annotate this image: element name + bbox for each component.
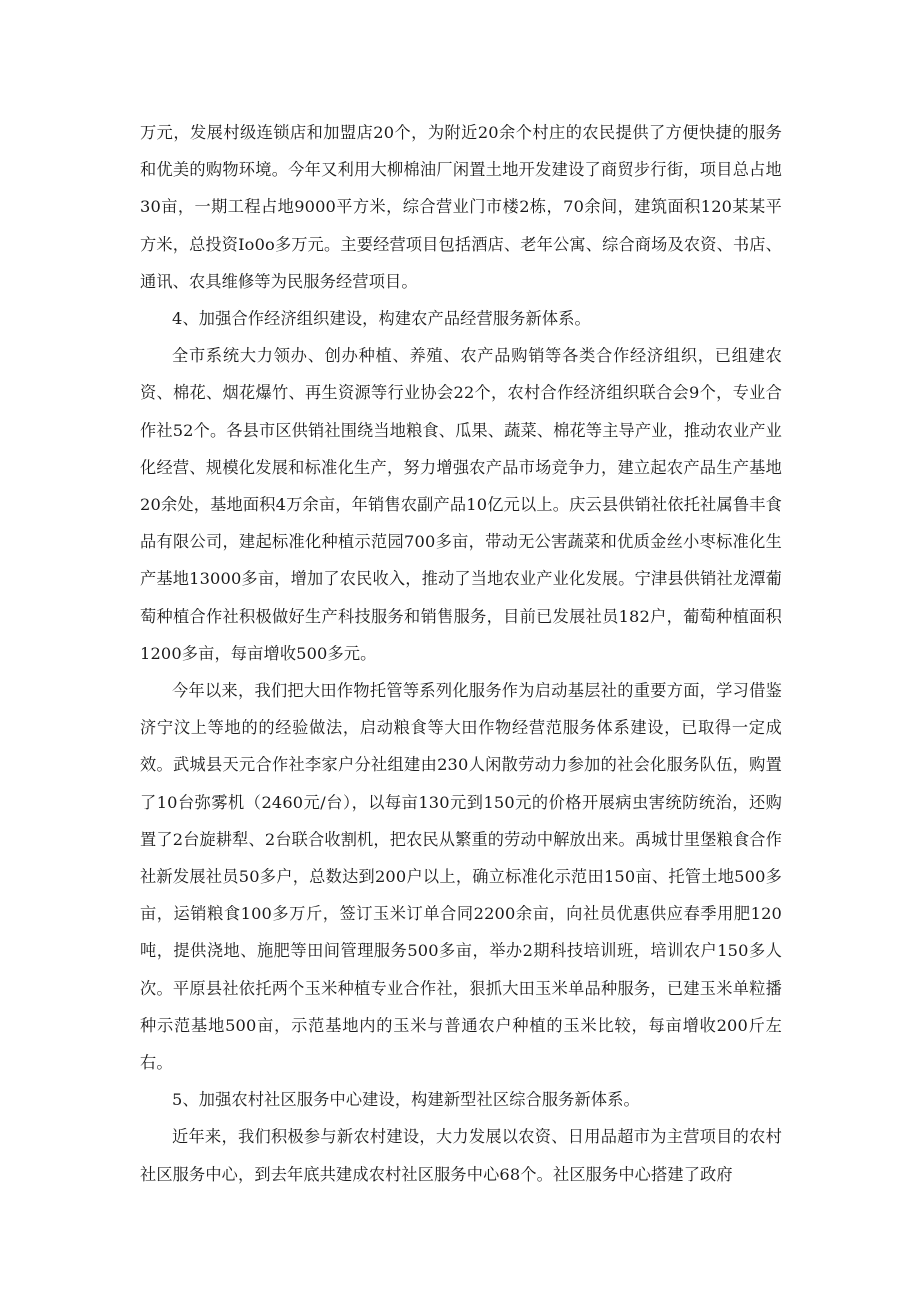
document-page xyxy=(140,114,782,1193)
paragraph-field-crop-services: 今年以来，我们把大田作物托管等系列化服务作为启动基层社的重要方面，学习借鉴济宁汶上等地的的经验做法，启动粮食等大田作物经营范服务体系建设，已取得一定成效。武城县天元合作社李家户分社组建由230人闲散劳动力参加的社会化服务队伍，购置了10台弥雾机（2460元/台），以每亩130元到150元的价格开展病虫害统防统治，还购置了2台旋耕犁、2台联合收割机，把农民从繁重的劳动中解放出来。禹城廿里堡粮食合作社新发展社员50多户，总数达到200户以上，确立标准化示范田150亩、托管土地500多亩，运销粮食100多万斤，签订玉米订单合同2200余亩，向社员优惠供应春季用肥120吨，提供浇地、施肥等田间管理服务500多亩，举办2期科技培训班，培训农户150多人次。平原县社依托两个玉米种植专业合作社，狠抓大田玉米单品种服务，已建玉米单粒播种示范基地500亩，示范基地内的玉米与普通农户种植的玉米比较，每亩增收200斤左右。 xyxy=(140,681,782,1073)
paragraph-intro-continuation: 万元，发展村级连锁店和加盟店20个，为附近20余个村庄的农民提供了方便快捷的服务和优美的购物环境。今年又利用大柳棉油厂闲置土地开发建设了商贸步行街，项目总占地30亩，一期工程占地9000平方米，综合营业门市楼2栋，70余间，建筑面积120某某平方米，总投资Io0o多万元。主要经营项目包括酒店、老年公寓、综合商场及农资、书店、通讯、农具维修等为民服务经营项目。 xyxy=(140,123,782,291)
section-heading-5: 5、加强农村社区服务中心建设，构建新型社区综合服务新体系。 xyxy=(172,1090,640,1110)
paragraph-cooperative-organizations: 全市系统大力领办、创办种植、养殖、农产品购销等各类合作经济组织，已组建农资、棉花、烟花爆竹、再生资源等行业协会22个，农村合作经济组织联合会9个，专业合作社52个。各县市区供销社围绕当地粮食、瓜果、蔬菜、棉花等主导产业，推动农业产业化经营、规模化发展和标准化生产，努力增强农产品市场竞争力，建立起农产品生产基地20余处，基地面积4万余亩，年销售农副产品10亿元以上。庆云县供销社依托社属鲁丰食品有限公司，建起标准化种植示范园700多亩，带动无公害蔬菜和优质金丝小枣标准化生产基地13000多亩，增加了农民收入，推动了当地农业产业化发展。宁津县供销社龙潭葡萄种植合作社积极做好生产科技服务和销售服务，目前已发展社员182户，葡萄种植面积1200多亩，每亩增收500多元。 xyxy=(140,346,782,663)
paragraph-community-service-centers: 近年来，我们积极参与新农村建设，大力发展以农资、日用品超市为主营项目的农村社区服务中心，到去年底共建成农村社区服务中心68个。社区服务中心搭建了政府 xyxy=(140,1127,782,1184)
section-heading-4: 4、加强合作经济组织建设，构建农产品经营服务新体系。 xyxy=(172,309,591,329)
